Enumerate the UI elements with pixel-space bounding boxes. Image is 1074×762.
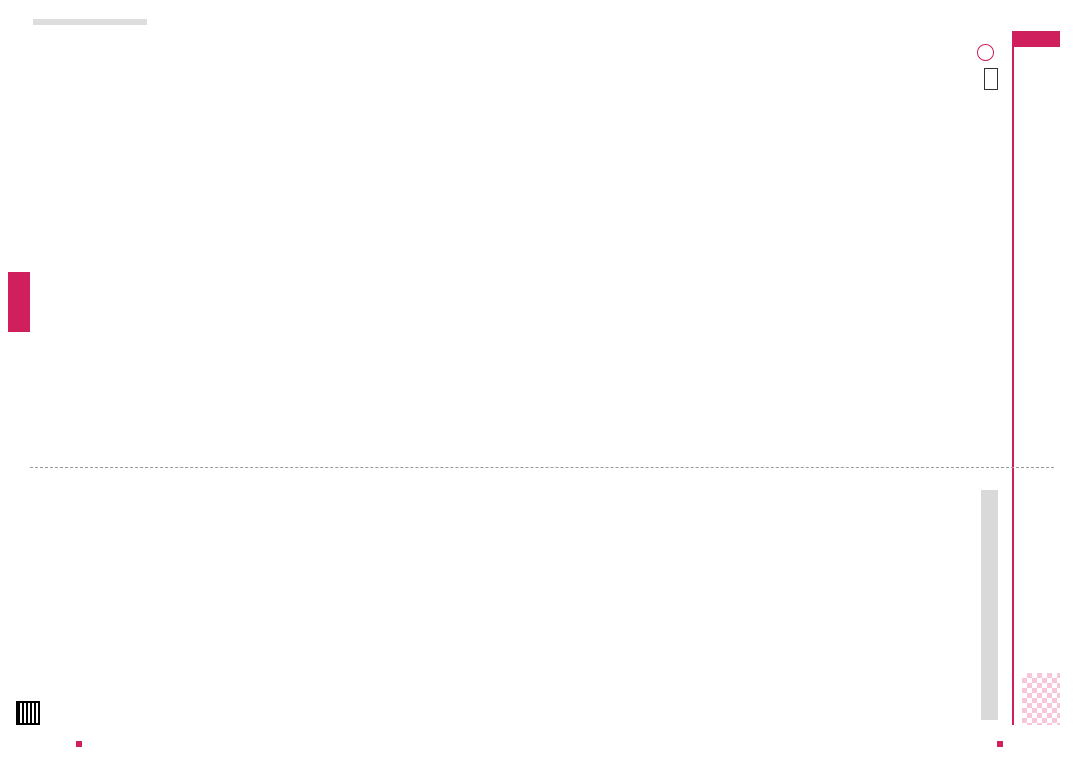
blank-box-icon <box>984 68 998 90</box>
qr-code-icon <box>16 701 40 725</box>
title-column <box>1012 31 1060 725</box>
section-divider <box>30 467 1054 468</box>
instruction <box>977 68 998 90</box>
chapter-tab <box>8 272 30 332</box>
chapter-badge <box>1014 31 1060 47</box>
checker-decoration <box>1022 673 1060 725</box>
footer-left-square <box>76 741 82 747</box>
question-mark-icon <box>977 44 994 61</box>
answer-header <box>981 490 998 720</box>
progress-bar <box>33 19 147 25</box>
footer-right-square <box>997 741 1003 747</box>
